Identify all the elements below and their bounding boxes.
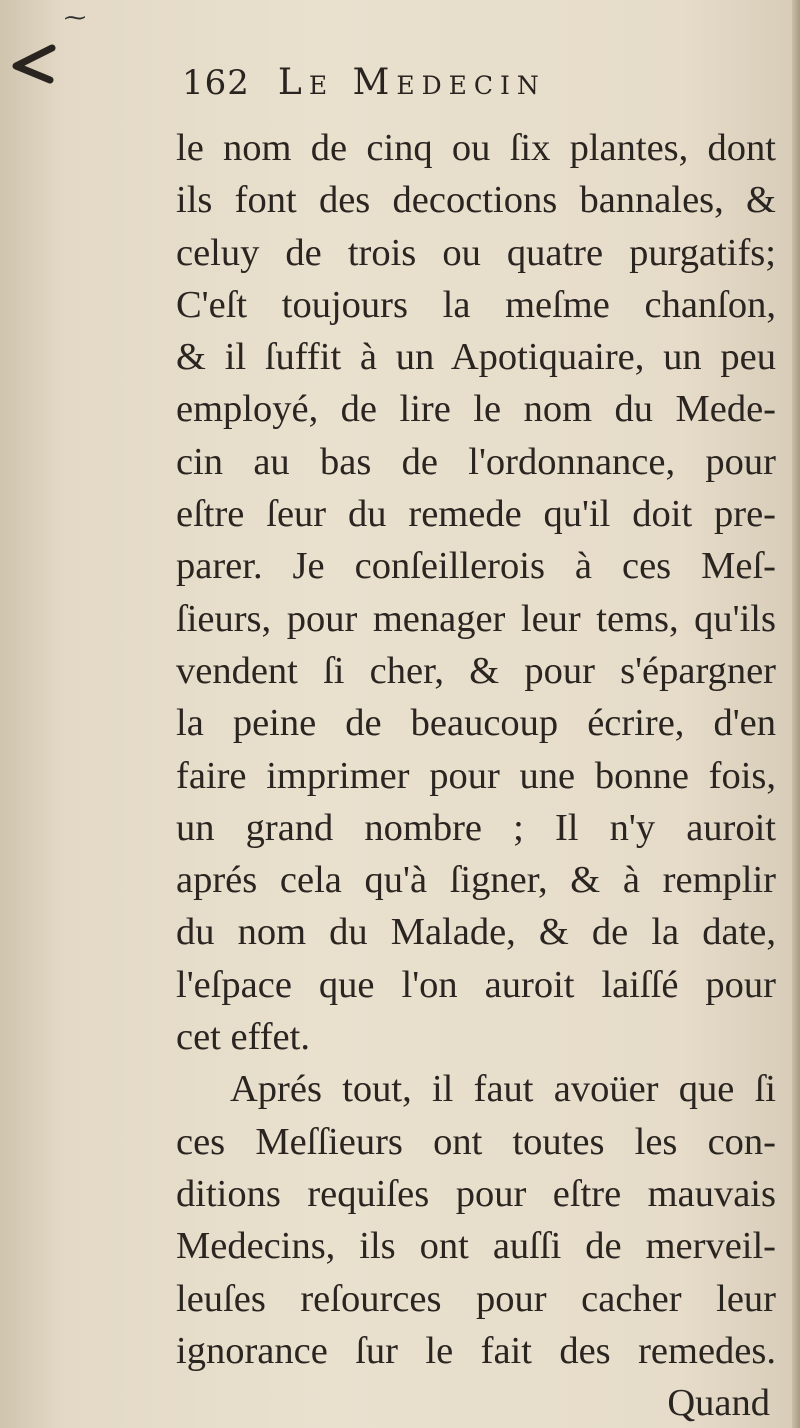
text-line: ditions requiſes pour eſtre mauvais <box>176 1172 776 1215</box>
text-line: & il ſuffit à un Apotiquaire, un peu <box>176 336 776 379</box>
text-line: faire imprimer pour une bonne fois, <box>176 754 776 797</box>
text-line: eſtre ſeur du remede qu'il doit pre- <box>176 493 776 536</box>
text-line: l'eſpace que l'on auroit laiſſé pour <box>176 963 776 1006</box>
text-line: la peine de beaucoup écrire, d'en <box>176 702 776 745</box>
text-line: cin au bas de l'ordonnance, pour <box>176 440 776 483</box>
text-line: leuſes reſources pour cacher leur <box>176 1277 776 1320</box>
page-header <box>182 62 782 118</box>
body-text <box>176 122 776 1428</box>
text-line: employé, de lire le nom du Mede- <box>176 388 776 431</box>
text-line: ſieurs, pour menager leur tems, qu'ils <box>176 597 776 640</box>
running-title: Le Medecin <box>277 62 546 103</box>
text-line: un grand nombre ; Il n'y auroit <box>176 806 776 849</box>
text-line: du nom du Malade, & de la date, <box>176 911 776 954</box>
text-line: ils font des decoctions bannales, & <box>176 179 776 222</box>
ink-mark-icon <box>8 40 56 88</box>
text-line: ignorance ſur le fait des remedes. <box>176 1329 776 1372</box>
text-line: le nom de cinq ou ſix plantes, dont <box>176 127 776 169</box>
text-line: celuy de trois ou quatre purgatifs; <box>176 231 776 274</box>
text-line: parer. Je conſeillerois à ces Meſ- <box>176 545 776 588</box>
text-line: Aprés tout, il faut avoüer que ſi <box>230 1068 776 1111</box>
text-line: cet effet. <box>176 1016 310 1059</box>
text-line: vendent ſi cher, & pour s'épargner <box>176 649 776 692</box>
ink-speck-icon: ⁓ <box>64 6 86 31</box>
text-line: Medecins, ils ont auſſi de merveil- <box>176 1225 776 1268</box>
page-edge <box>792 0 800 1428</box>
page-number: 162 <box>182 63 250 103</box>
text-line: aprés cela qu'à ſigner, & à remplir <box>176 859 776 902</box>
text-line: C'eſt toujours la meſme chanſon, <box>176 283 776 326</box>
catchword: Quand <box>667 1382 770 1425</box>
text-line: ces Meſſieurs ont toutes les con- <box>176 1120 776 1163</box>
